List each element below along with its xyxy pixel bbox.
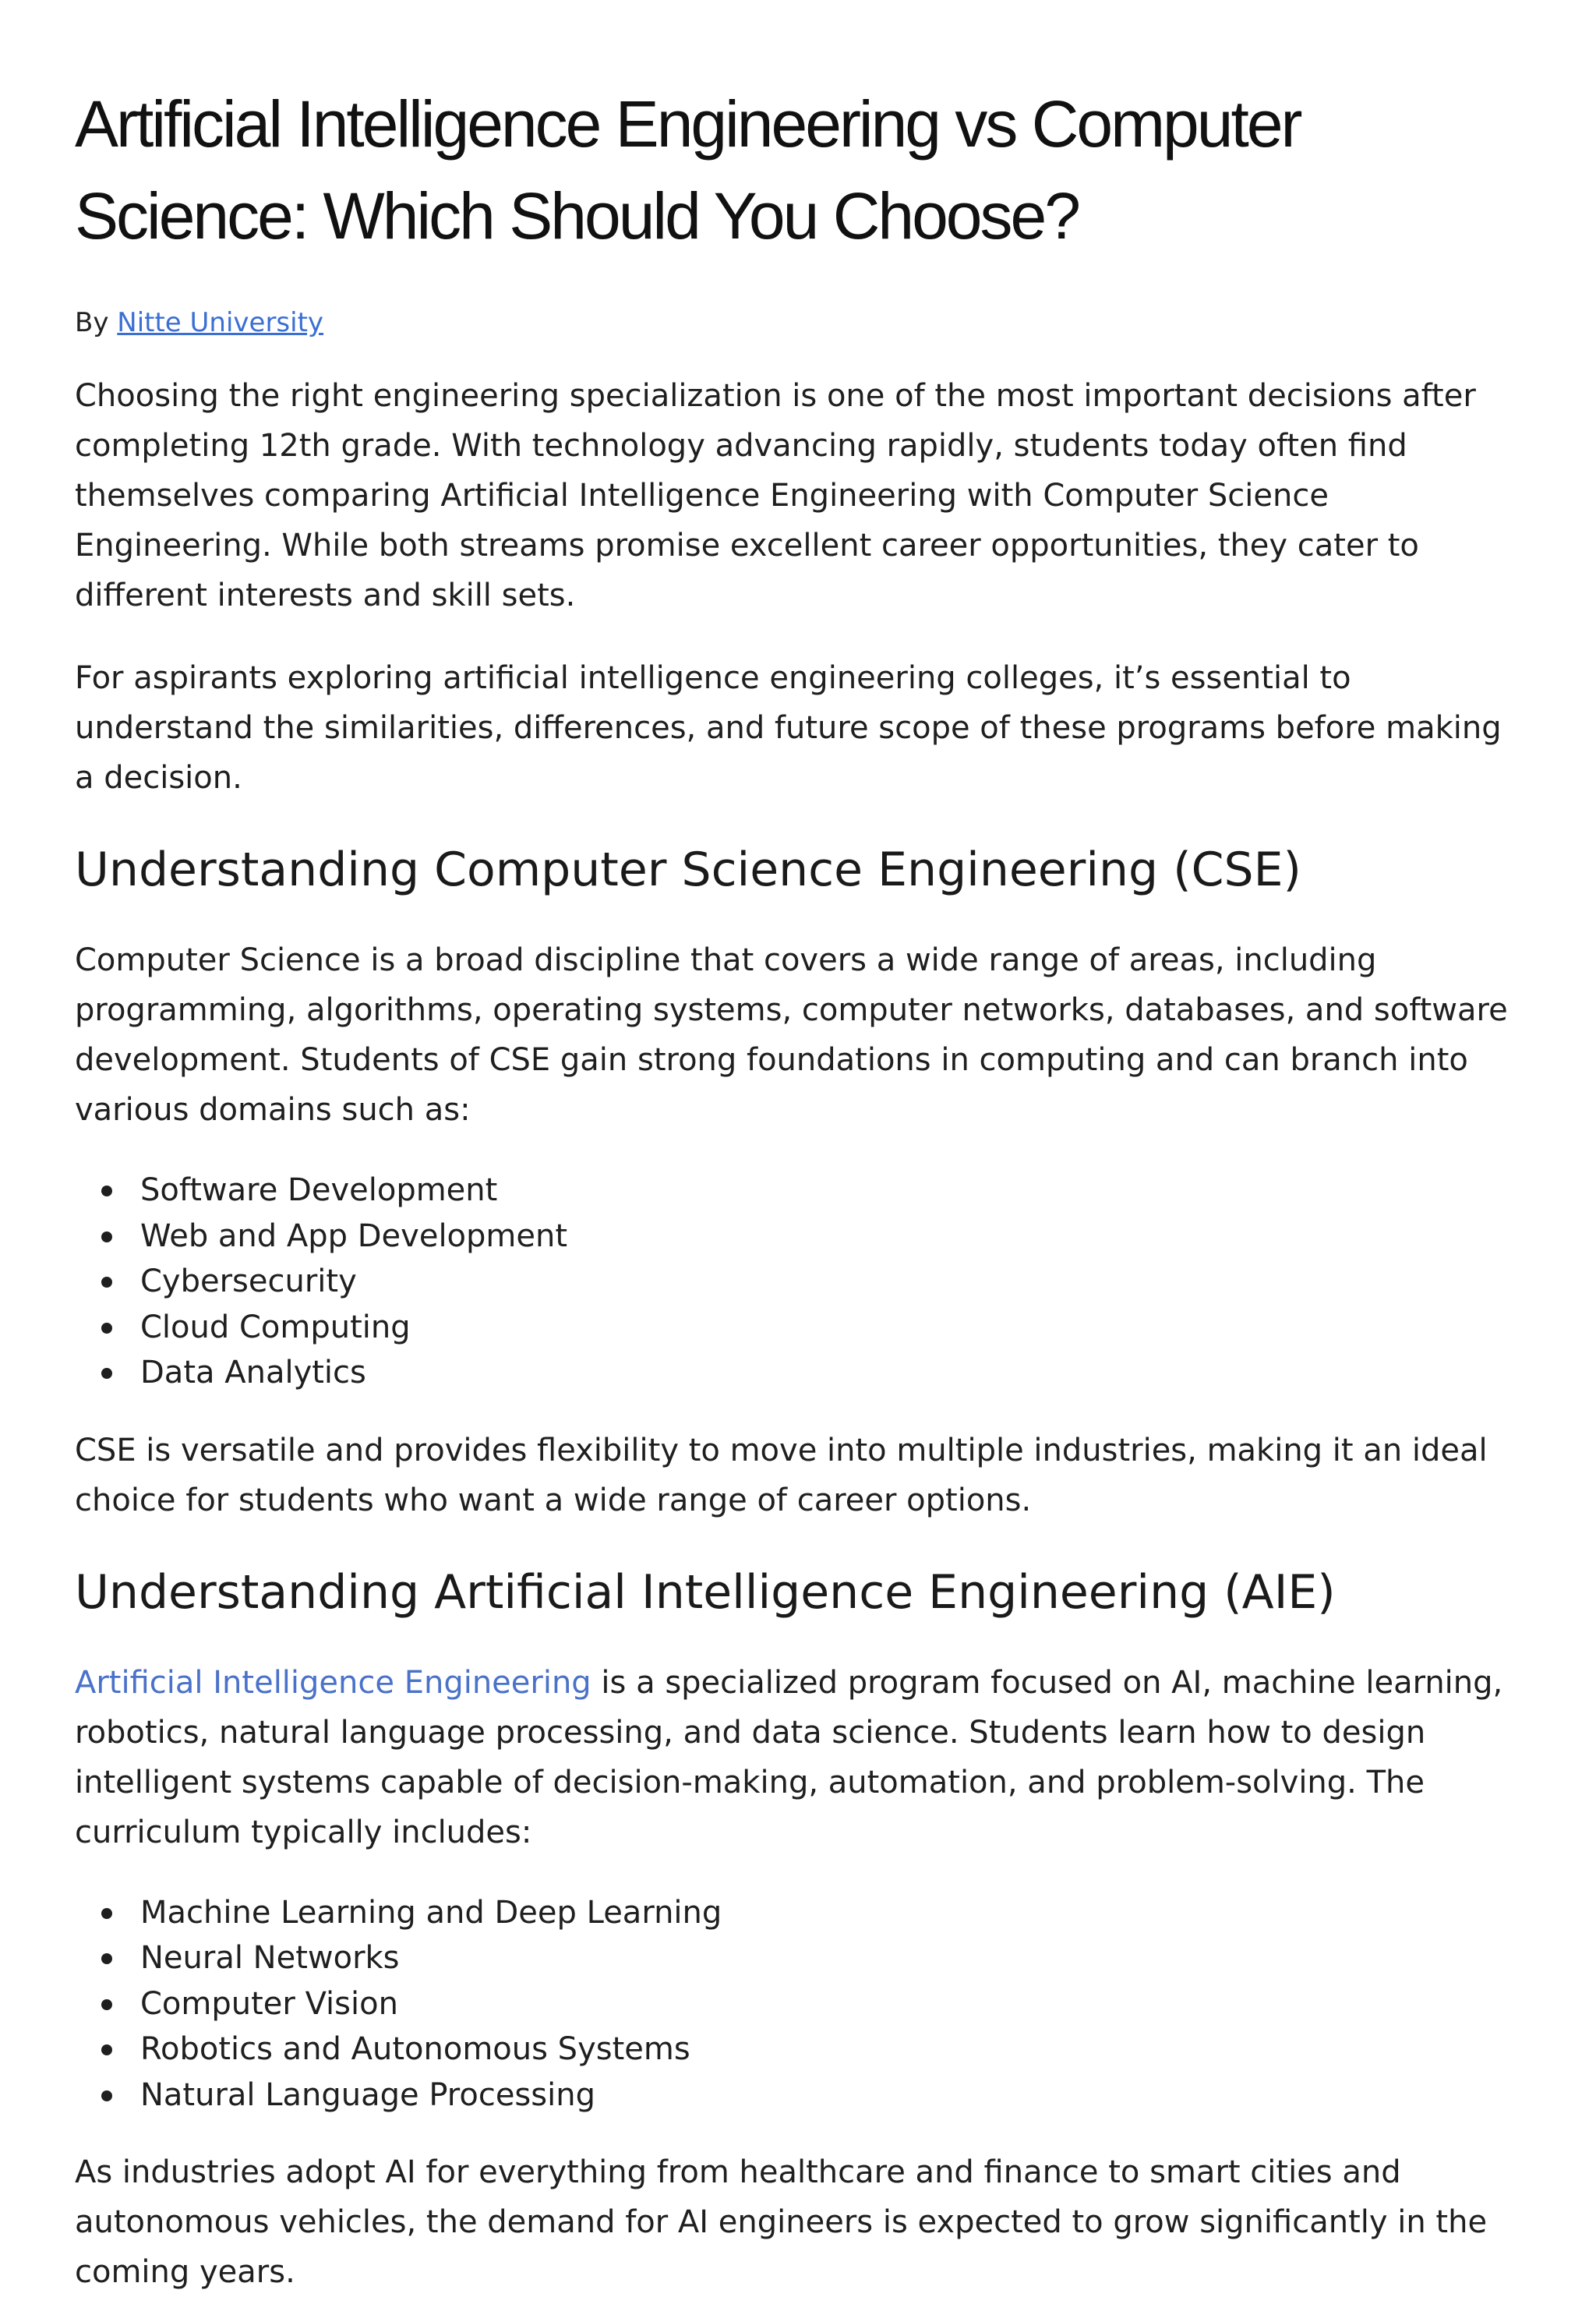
list-item: Software Development (75, 1168, 1521, 1214)
author-link[interactable]: Nitte University (117, 307, 324, 338)
intro-paragraph-2: For aspirants exploring artificial intelligence engineering colleges, it’s essential to understand the similarities, differences, and future scope of these programs before making a decision. (75, 660, 1502, 796)
intro-paragraph-1: Choosing the right engineering specialization is one of the most important decisions after completing 12th grade. With technology advancing rapidly, students today often find themselves comparing Artificial Intelligence Engineering with Computer Science Engineering. While both streams promise excellent career opportunities, they cater to different interests and skill sets. (75, 378, 1476, 613)
cse-paragraph: Computer Science is a broad discipline that covers a wide range of areas, including programming, algorithms, operating systems, computer networks, databases, and software development. Students of CSE gain strong foundations in computing and can branch into various domains such as: (75, 942, 1508, 1128)
byline-prefix: By (75, 307, 109, 338)
aie-paragraph-text: is a specialized program focused on AI, machine learning, robotics, natural language processing, and data science. Students learn how to design intelligent systems capable of decision-making, automation, and problem-solving. The curriculum typically includes: (75, 1664, 1503, 1850)
list-item: Data Analytics (75, 1350, 1521, 1396)
list-item: Cybersecurity (75, 1259, 1521, 1305)
byline (75, 306, 1521, 340)
list-item: Machine Learning and Deep Learning (75, 1890, 1521, 1936)
list-item: Computer Vision (75, 1981, 1521, 2027)
list-item: Cloud Computing (75, 1305, 1521, 1351)
list-item: Web and App Development (75, 1214, 1521, 1260)
cse-domains-list (75, 1168, 1521, 1396)
list-item: Natural Language Processing (75, 2073, 1521, 2119)
section-heading-cse: Understanding Computer Science Engineering (CSE) (75, 843, 1301, 897)
aie-closing-paragraph: As industries adopt AI for everything from healthcare and finance to smart cities and autonomous vehicles, the demand for AI engineers is expected to grow significantly in the coming years. (75, 2154, 1488, 2290)
section-heading-aie: Understanding Artificial Intelligence Engineering (AIE) (75, 1564, 1336, 1620)
cse-closing-paragraph: CSE is versatile and provides flexibility to move into multiple industries, making it an ideal choice for students who want a wide range of career options. (75, 1432, 1488, 1518)
aie-program-link[interactable]: Artificial Intelligence Engineering (75, 1664, 591, 1701)
article-title: Artificial Intelligence Engineering vs Computer Science: Which Should You Choose? (75, 87, 1301, 253)
aie-curriculum-list (75, 1890, 1521, 2119)
list-item: Neural Networks (75, 1935, 1521, 1981)
list-item: Robotics and Autonomous Systems (75, 2027, 1521, 2073)
aie-paragraph (75, 1658, 1521, 1857)
